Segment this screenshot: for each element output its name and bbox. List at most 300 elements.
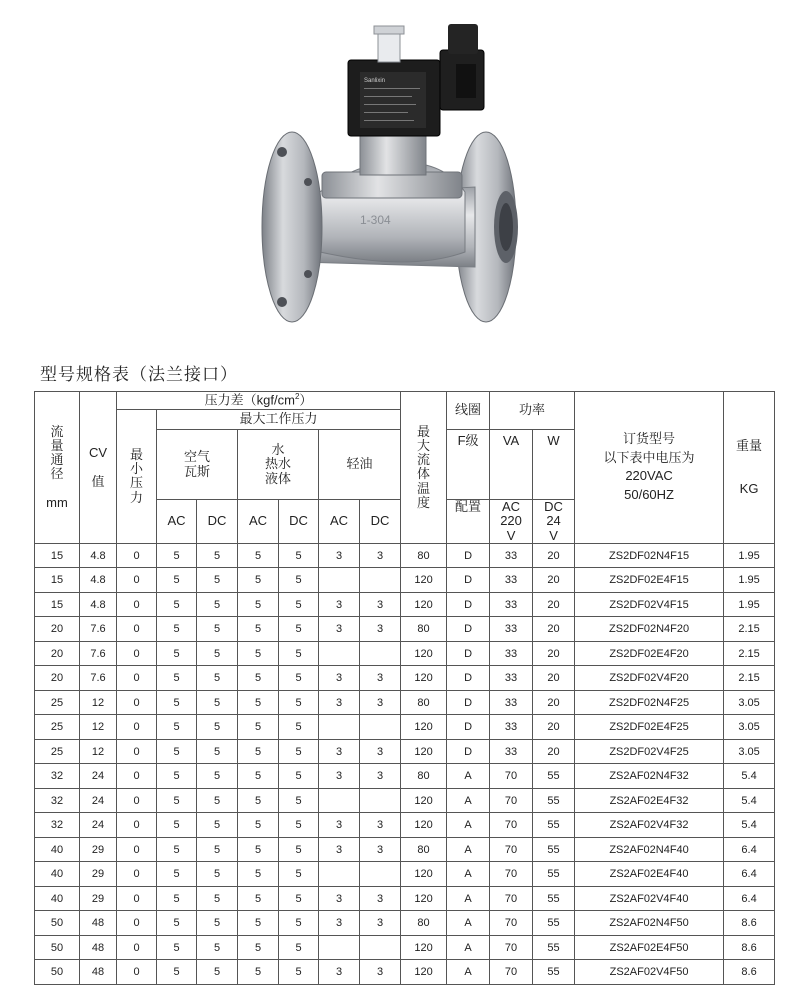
order-model-cell: ZS2AF02N4F50 [575,911,724,936]
table-row [35,543,775,568]
power-w-cell: 20 [533,739,575,764]
table-row [35,568,775,593]
coil-config-cell: D [447,641,490,666]
weight-cell: 1.95 [724,568,775,593]
dc-voltage-header: DC 24 V [533,500,575,544]
coil-config-cell: D [447,543,490,568]
order-model-cell: ZS2AF02V4F50 [575,960,724,985]
oil-dc-cell [360,568,401,593]
oil-ac-cell: 3 [319,886,360,911]
max-temp-cell: 120 [401,666,447,691]
order-model-cell: ZS2DF02N4F15 [575,543,724,568]
air-dc-cell: 5 [197,715,238,740]
flow-diameter-cell: 50 [35,960,80,985]
min-pressure-cell: 0 [117,739,157,764]
water-dc-cell: 5 [279,837,319,862]
flow-diameter-cell: 15 [35,592,80,617]
coil-config-cell: D [447,739,490,764]
power-w-cell: 55 [533,764,575,789]
oil-dc-cell: 3 [360,617,401,642]
water-ac-cell: 5 [238,739,279,764]
order-model-cell: ZS2DF02E4F15 [575,568,724,593]
power-w-cell: 20 [533,568,575,593]
air-ac-cell: 5 [157,764,197,789]
oil-ac-cell: 3 [319,764,360,789]
air-ac-cell: 5 [157,862,197,887]
power-header: 功率 [490,392,575,430]
oil-ac-cell: 3 [319,617,360,642]
air-ac-cell: 5 [157,666,197,691]
flow-diameter-cell: 25 [35,739,80,764]
oil-dc-cell: 3 [360,739,401,764]
water-ac-cell: 5 [238,960,279,985]
power-va-cell: 70 [490,911,533,936]
oil-dc-cell: 3 [360,543,401,568]
water-dc-cell: 5 [279,592,319,617]
water-ac-cell: 5 [238,568,279,593]
oil-dc-cell: 3 [360,813,401,838]
weight-cell: 8.6 [724,960,775,985]
air-dc-cell: 5 [197,764,238,789]
oil-ac-cell: 3 [319,739,360,764]
flow-diameter-header: 流 量 通 径 mm [35,392,80,544]
air-ac-cell: 5 [157,690,197,715]
power-va-cell: 33 [490,690,533,715]
water-dc-cell: 5 [279,788,319,813]
air-dc-cell: 5 [197,568,238,593]
water-dc-header: DC [279,500,319,544]
coil-config-cell: A [447,837,490,862]
weight-cell: 5.4 [724,813,775,838]
table-row [35,960,775,985]
max-temp-cell: 120 [401,862,447,887]
order-model-header: 订货型号 以下表中电压为 220VAC 50/60HZ [575,392,724,544]
weight-cell: 6.4 [724,862,775,887]
oil-dc-cell [360,862,401,887]
table-row [35,715,775,740]
flow-diameter-cell: 40 [35,886,80,911]
water-ac-cell: 5 [238,862,279,887]
cv-cell: 12 [80,739,117,764]
weight-cell: 6.4 [724,886,775,911]
weight-cell: 2.15 [724,641,775,666]
min-pressure-cell: 0 [117,715,157,740]
weight-cell: 5.4 [724,788,775,813]
water-ac-cell: 5 [238,813,279,838]
power-w-cell: 20 [533,592,575,617]
air-ac-cell: 5 [157,592,197,617]
min-pressure-cell: 0 [117,617,157,642]
ac-voltage-header: AC 220 V [490,500,533,544]
cv-cell: 4.8 [80,592,117,617]
weight-cell: 2.15 [724,666,775,691]
oil-dc-cell [360,788,401,813]
table-row [35,764,775,789]
coil-config-cell: A [447,788,490,813]
max-temp-cell: 120 [401,641,447,666]
weight-cell: 8.6 [724,911,775,936]
table-row [35,862,775,887]
oil-dc-cell [360,641,401,666]
max-temp-cell: 80 [401,911,447,936]
power-va-cell: 33 [490,617,533,642]
air-dc-cell: 5 [197,739,238,764]
air-header: 空气 瓦斯 [157,430,238,500]
order-model-cell: ZS2DF02V4F25 [575,739,724,764]
power-va-cell: 70 [490,960,533,985]
oil-ac-cell: 3 [319,690,360,715]
oil-ac-cell: 3 [319,666,360,691]
power-va-cell: 70 [490,935,533,960]
oil-ac-cell: 3 [319,960,360,985]
air-dc-cell: 5 [197,617,238,642]
power-w-cell: 55 [533,935,575,960]
power-va-cell: 70 [490,837,533,862]
weight-cell: 3.05 [724,715,775,740]
min-pressure-cell: 0 [117,935,157,960]
table-row [35,641,775,666]
air-dc-cell: 5 [197,788,238,813]
oil-ac-cell: 3 [319,592,360,617]
flow-diameter-cell: 50 [35,935,80,960]
min-pressure-cell: 0 [117,837,157,862]
air-ac-cell: 5 [157,911,197,936]
spec-table [34,391,775,985]
weight-cell: 3.05 [724,690,775,715]
weight-cell: 1.95 [724,592,775,617]
flow-diameter-cell: 32 [35,788,80,813]
air-dc-cell: 5 [197,666,238,691]
va-header: VA [490,430,533,500]
water-ac-cell: 5 [238,886,279,911]
power-w-cell: 55 [533,788,575,813]
order-model-cell: ZS2DF02E4F20 [575,641,724,666]
coil-config-cell: D [447,568,490,593]
air-dc-cell: 5 [197,960,238,985]
coil-config-cell: D [447,666,490,691]
oil-dc-cell: 3 [360,960,401,985]
oil-dc-cell: 3 [360,666,401,691]
flow-diameter-cell: 40 [35,837,80,862]
cv-cell: 12 [80,690,117,715]
power-w-cell: 55 [533,837,575,862]
order-model-cell: ZS2AF02V4F40 [575,886,724,911]
water-dc-cell: 5 [279,764,319,789]
coil-config-cell: A [447,935,490,960]
min-pressure-cell: 0 [117,788,157,813]
weight-cell: 3.05 [724,739,775,764]
coil-config-cell: D [447,690,490,715]
air-ac-cell: 5 [157,715,197,740]
water-ac-cell: 5 [238,543,279,568]
order-model-cell: ZS2DF02E4F25 [575,715,724,740]
order-model-cell: ZS2AF02N4F32 [575,764,724,789]
oil-ac-cell [319,935,360,960]
power-w-cell: 20 [533,543,575,568]
min-pressure-cell: 0 [117,592,157,617]
order-model-cell: ZS2AF02E4F40 [575,862,724,887]
weight-cell: 2.15 [724,617,775,642]
casting-mark: 1-304 [360,213,391,227]
oil-dc-cell: 3 [360,837,401,862]
oil-ac-cell: 3 [319,543,360,568]
power-w-cell: 55 [533,813,575,838]
water-ac-cell: 5 [238,690,279,715]
power-va-cell: 33 [490,543,533,568]
power-w-cell: 20 [533,715,575,740]
table-row [35,911,775,936]
air-dc-cell: 5 [197,543,238,568]
air-dc-cell: 5 [197,886,238,911]
water-dc-cell: 5 [279,543,319,568]
air-dc-cell: 5 [197,641,238,666]
oil-dc-cell: 3 [360,592,401,617]
min-pressure-cell: 0 [117,568,157,593]
flow-diameter-cell: 15 [35,568,80,593]
air-dc-cell: 5 [197,813,238,838]
water-dc-cell: 5 [279,813,319,838]
air-dc-cell: 5 [197,935,238,960]
max-temp-header: 最 大 流 体 温 度 [401,392,447,544]
air-ac-cell: 5 [157,788,197,813]
max-temp-cell: 80 [401,617,447,642]
water-ac-cell: 5 [238,764,279,789]
order-model-cell: ZS2AF02E4F32 [575,788,724,813]
power-va-cell: 70 [490,764,533,789]
oil-dc-cell: 3 [360,690,401,715]
power-va-cell: 33 [490,739,533,764]
cv-cell: 7.6 [80,641,117,666]
air-ac-cell: 5 [157,935,197,960]
order-model-cell: ZS2AF02E4F50 [575,935,724,960]
water-dc-cell: 5 [279,935,319,960]
oil-ac-cell: 3 [319,911,360,936]
pressure-diff-header: 压力差$(kgf/cm^2)$ [117,392,401,410]
table-row [35,813,775,838]
air-ac-header: AC [157,500,197,544]
cv-cell: 29 [80,862,117,887]
flow-diameter-cell: 20 [35,617,80,642]
coil-header: 线圈 [447,392,490,430]
table-row [35,690,775,715]
flow-diameter-cell: 15 [35,543,80,568]
power-va-cell: 33 [490,592,533,617]
water-dc-cell: 5 [279,715,319,740]
air-dc-cell: 5 [197,862,238,887]
oil-ac-cell: 3 [319,813,360,838]
water-ac-cell: 5 [238,837,279,862]
water-ac-cell: 5 [238,788,279,813]
water-dc-cell: 5 [279,739,319,764]
oil-dc-cell [360,715,401,740]
brand-label: Sanlixin [364,78,386,84]
air-ac-cell: 5 [157,543,197,568]
power-va-cell: 33 [490,568,533,593]
max-temp-cell: 120 [401,813,447,838]
flow-diameter-cell: 32 [35,764,80,789]
water-header: 水 热水 液体 [238,430,319,500]
power-va-cell: 70 [490,813,533,838]
coil-config-header: 配置 [447,500,490,544]
table-row [35,739,775,764]
water-ac-cell: 5 [238,617,279,642]
oil-ac-header: AC [319,500,360,544]
table-row [35,666,775,691]
weight-header: 重量 KG [724,392,775,544]
air-ac-cell: 5 [157,813,197,838]
cv-cell: 24 [80,764,117,789]
cv-header: CV 值 [80,392,117,544]
order-model-cell: ZS2AF02V4F32 [575,813,724,838]
air-ac-cell: 5 [157,960,197,985]
cv-cell: 29 [80,886,117,911]
flow-diameter-cell: 50 [35,911,80,936]
power-w-cell: 20 [533,617,575,642]
water-ac-cell: 5 [238,935,279,960]
power-w-cell: 55 [533,911,575,936]
cv-cell: 24 [80,788,117,813]
air-ac-cell: 5 [157,568,197,593]
air-ac-cell: 5 [157,641,197,666]
cv-cell: 4.8 [80,543,117,568]
coil-config-cell: D [447,715,490,740]
max-temp-cell: 120 [401,592,447,617]
max-temp-cell: 120 [401,739,447,764]
power-va-cell: 70 [490,886,533,911]
coil-config-cell: A [447,862,490,887]
cv-cell: 48 [80,911,117,936]
water-dc-cell: 5 [279,568,319,593]
air-ac-cell: 5 [157,739,197,764]
weight-cell: 8.6 [724,935,775,960]
coil-class-header: F级 [447,430,490,500]
min-pressure-cell: 0 [117,862,157,887]
water-dc-cell: 5 [279,862,319,887]
water-dc-cell: 5 [279,617,319,642]
table-row [35,617,775,642]
air-ac-cell: 5 [157,886,197,911]
oil-dc-header: DC [360,500,401,544]
coil-config-cell: A [447,764,490,789]
flow-diameter-cell: 20 [35,666,80,691]
oil-dc-cell: 3 [360,764,401,789]
min-pressure-cell: 0 [117,666,157,691]
max-temp-cell: 120 [401,788,447,813]
max-temp-cell: 80 [401,837,447,862]
coil-config-cell: A [447,960,490,985]
air-dc-cell: 5 [197,592,238,617]
water-dc-cell: 5 [279,641,319,666]
order-model-cell: ZS2DF02N4F25 [575,690,724,715]
water-ac-cell: 5 [238,592,279,617]
order-model-cell: ZS2DF02V4F15 [575,592,724,617]
max-temp-cell: 80 [401,764,447,789]
max-pressure-header: 最大工作压力 [157,410,401,430]
air-dc-cell: 5 [197,690,238,715]
max-temp-cell: 120 [401,886,447,911]
power-va-cell: 33 [490,715,533,740]
oil-dc-cell [360,935,401,960]
power-w-cell: 55 [533,960,575,985]
water-dc-cell: 5 [279,960,319,985]
coil-config-cell: D [447,592,490,617]
power-w-cell: 20 [533,641,575,666]
oil-header: 轻油 [319,430,401,500]
flow-diameter-cell: 25 [35,690,80,715]
valve-product-image [260,12,536,330]
power-w-cell: 20 [533,690,575,715]
table-row [35,788,775,813]
power-w-cell: 55 [533,862,575,887]
max-temp-cell: 80 [401,543,447,568]
cv-cell: 7.6 [80,666,117,691]
spec-table-body [35,543,775,984]
min-pressure-cell: 0 [117,690,157,715]
water-dc-cell: 5 [279,666,319,691]
cv-cell: 7.6 [80,617,117,642]
order-model-cell: ZS2AF02N4F40 [575,837,724,862]
water-ac-cell: 5 [238,641,279,666]
coil-config-cell: A [447,886,490,911]
table-row [35,886,775,911]
max-temp-cell: 80 [401,690,447,715]
cv-cell: 12 [80,715,117,740]
min-pressure-cell: 0 [117,960,157,985]
water-dc-cell: 5 [279,886,319,911]
oil-ac-cell [319,862,360,887]
cv-cell: 48 [80,935,117,960]
power-va-cell: 33 [490,666,533,691]
water-ac-cell: 5 [238,911,279,936]
water-ac-cell: 5 [238,666,279,691]
air-dc-cell: 5 [197,911,238,936]
min-pressure-cell: 0 [117,886,157,911]
air-ac-cell: 5 [157,617,197,642]
power-va-cell: 33 [490,641,533,666]
flow-diameter-cell: 40 [35,862,80,887]
water-dc-cell: 5 [279,690,319,715]
oil-ac-cell [319,788,360,813]
w-header: W [533,430,575,500]
air-dc-cell: 5 [197,837,238,862]
air-dc-header: DC [197,500,238,544]
max-temp-cell: 120 [401,568,447,593]
power-va-cell: 70 [490,788,533,813]
table-row [35,837,775,862]
spec-table-title: 型号规格表（法兰接口） [40,365,238,385]
coil-config-cell: A [447,813,490,838]
weight-cell: 5.4 [724,764,775,789]
coil-config-cell: D [447,617,490,642]
min-pressure-cell: 0 [117,911,157,936]
min-pressure-cell: 0 [117,641,157,666]
max-temp-cell: 120 [401,935,447,960]
weight-cell: 1.95 [724,543,775,568]
min-pressure-cell: 0 [117,764,157,789]
min-pressure-cell: 0 [117,543,157,568]
max-temp-cell: 120 [401,960,447,985]
weight-cell: 6.4 [724,837,775,862]
oil-ac-cell: 3 [319,837,360,862]
power-w-cell: 20 [533,666,575,691]
min-pressure-header: 最 小 压 力 [117,410,157,544]
table-row [35,592,775,617]
min-pressure-cell: 0 [117,813,157,838]
table-row [35,935,775,960]
oil-ac-cell [319,568,360,593]
water-ac-header: AC [238,500,279,544]
oil-dc-cell: 3 [360,886,401,911]
